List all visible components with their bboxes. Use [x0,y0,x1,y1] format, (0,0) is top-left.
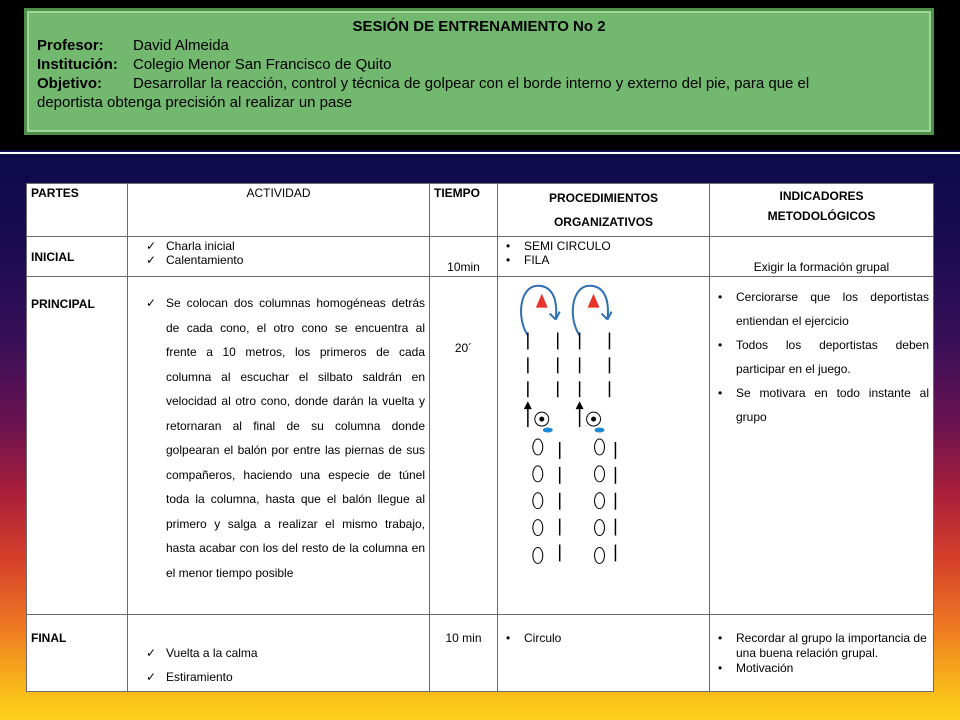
player-icon [595,548,605,564]
check-icon: ✓ [146,646,157,660]
bullet-icon: • [718,631,723,645]
check-icon: ✓ [146,253,157,267]
soccer-ball-patch [539,417,544,422]
parte-final: FINAL [27,615,128,692]
list-item: • Se motivara en todo instante al grupo [718,381,929,429]
tiempo-final: 10 min [430,615,498,692]
profesor-value: David Almeida [133,37,229,54]
run-arrow-head [576,401,584,409]
indicadores-principal [710,277,934,615]
list-item: ✓ Estiramiento [146,665,425,689]
player-icon [533,466,543,482]
institucion-label: Institución: [37,56,118,73]
list-item: • Motivación [718,661,794,675]
list-item: • SEMI CIRCULO [506,239,611,253]
cone-icon [536,294,548,308]
player-icon [595,520,605,536]
procedimientos-final [498,615,710,692]
soccer-ball-patch [591,417,596,422]
turn-arrow [573,286,608,336]
actividad-principal [128,277,430,615]
profesor-row [37,36,921,55]
turn-arrow [521,286,556,336]
bullet-icon: • [506,631,511,645]
session-title: SESIÓN DE ENTRENAMIENTO No 2 [352,18,606,35]
header-partes: PARTES [27,184,128,237]
tiempo-inicial: 10min [430,237,498,277]
parte-principal: PRINCIPAL [27,277,128,615]
profesor-label: Profesor: [37,37,104,54]
drill-diagram [498,277,709,607]
list-item: • Circulo [506,631,562,645]
player-icon [595,493,605,509]
check-icon: ✓ [146,670,157,684]
check-icon: ✓ [146,239,157,253]
turn-arrow-head [550,312,560,320]
left-column-group [521,286,560,564]
session-header [24,8,934,135]
player-marker [595,428,605,433]
player-icon [595,466,605,482]
list-item: ✓ Se colocan dos columnas homogéneas detrás de cada cono, el otro cono se encuentra al frente a 10 metros, los primeros de cada columna al escuchar el silbato saldrán en velocidad al otro cono, donde darán la vuelta y retornaran al final de su columna donde golpearan el balón por entre las piernas de sus compañeros, haciendo una especie de túnel toda la columna, hasta que el balón llegue al primero y salga a realizar el mismo trabajo, hasta acabar con los del resto de la columna en el menor tiempo posible [146,291,425,585]
bullet-icon: • [506,239,511,253]
objetivo-value-continued: deportista obtenga precisión al realizar un pase [37,94,353,111]
table-row-final [27,615,934,692]
table-header-row [27,184,934,237]
player-icon [533,493,543,509]
list-item: • Todos los deportistas deben participar en el juego. [718,333,929,381]
run-arrow-head [524,401,532,409]
institucion-row [37,55,921,74]
list-item: • FILA [506,253,550,267]
header-tiempo: TIEMPO [430,184,498,237]
drill-diagram-cell [498,277,710,615]
player-marker [543,428,553,433]
table-row-inicial [27,237,934,277]
table-row-principal [27,277,934,615]
header-indicadores: INDICADORES METODOLÓGICOS [710,184,934,237]
indicadores-final [710,615,934,692]
header-actividad: ACTIVIDAD [128,184,430,237]
list-item: • Recordar al grupo la importancia de una buena relación grupal. [718,631,927,660]
player-icon [533,520,543,536]
list-item: ✓ Calentamiento [146,253,244,267]
check-icon: ✓ [146,296,157,310]
player-icon [533,548,543,564]
objetivo-value: Desarrollar la reacción, control y técnica de golpear con el borde interno y externo del pie, para que el [133,75,810,92]
bullet-icon: • [718,338,723,352]
list-item: ✓ Charla inicial [146,239,235,253]
actividad-inicial [128,237,430,277]
cone-icon [588,294,600,308]
institucion-value: Colegio Menor San Francisco de Quito [133,56,392,73]
procedimientos-inicial [498,237,710,277]
list-item: ✓ Vuelta a la calma [146,641,425,665]
bullet-icon: • [718,290,723,304]
tiempo-principal: 20´ [430,277,498,615]
divider-line [0,152,960,154]
bullet-icon: • [718,661,723,675]
player-icon [533,439,543,455]
turn-arrow-head [602,312,612,320]
indicador-inicial: Exigir la formación grupal [710,237,934,277]
objetivo-label: Objetivo: [37,75,103,92]
actividad-final [128,615,430,692]
list-item: • Cerciorarse que los deportistas entiendan el ejercicio [718,285,929,333]
header-procedimientos: PROCEDIMIENTOS ORGANIZATIVOS [498,184,710,237]
parte-inicial: INICIAL [27,237,128,277]
bullet-icon: • [506,253,511,267]
right-column-group [573,286,616,564]
bullet-icon: • [718,386,723,400]
player-icon [595,439,605,455]
training-plan-table [26,183,934,692]
objetivo-row [37,74,921,93]
